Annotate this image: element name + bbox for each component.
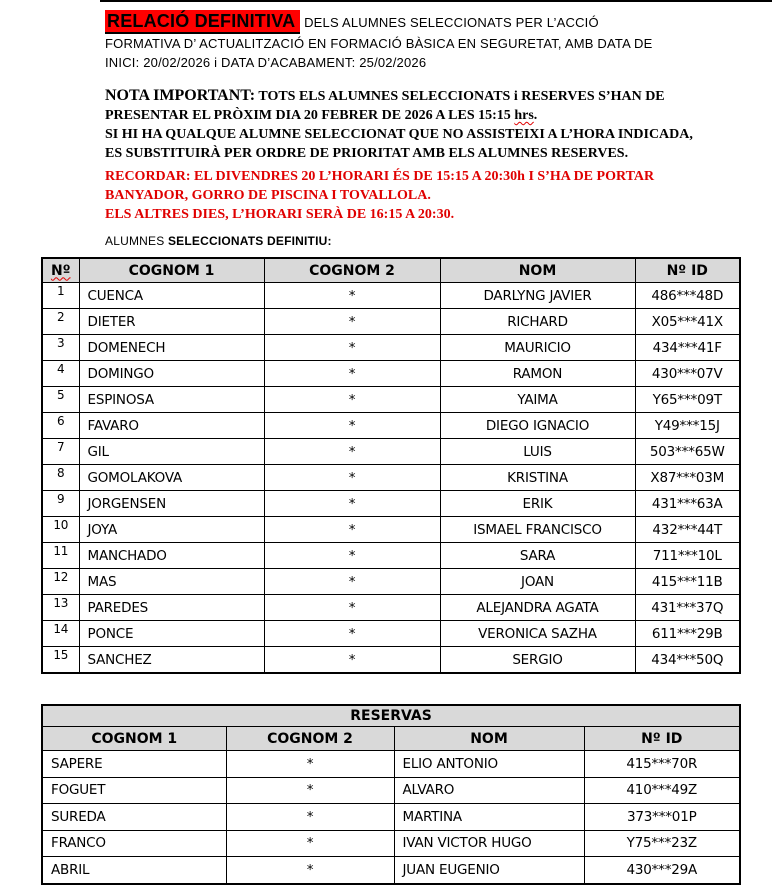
table-cell: 12 — [42, 569, 79, 595]
important-note-label: NOTA IMPORTANT: — [105, 87, 256, 104]
selected-students-label — [105, 234, 732, 248]
table-row — [42, 777, 740, 804]
table-cell: ESPINOSA — [79, 387, 264, 413]
table-cell: YAIMA — [440, 387, 635, 413]
table-row — [42, 751, 740, 778]
table-cell: * — [264, 283, 440, 309]
table-cell: JORGENSEN — [79, 491, 264, 517]
column-header: Nº ID — [584, 727, 740, 751]
table-cell: FAVARO — [79, 413, 264, 439]
table-cell: PAREDES — [79, 595, 264, 621]
table-cell: DIEGO IGNACIO — [440, 413, 635, 439]
column-header: NOM — [440, 258, 635, 283]
table-cell: 6 — [42, 413, 79, 439]
table-row — [42, 621, 740, 647]
reserves-title: RESERVAS — [42, 705, 740, 727]
table-cell: ALEJANDRA AGATA — [440, 595, 635, 621]
note-line2: PRESENTAR EL PRÒXIM DIA 20 FEBRER DE 2026 A LES 15:15 — [105, 108, 511, 123]
reserves-table — [41, 704, 741, 885]
spellcheck-word-hrs: hrs — [514, 108, 534, 123]
table-cell: * — [264, 413, 440, 439]
table-cell: * — [264, 517, 440, 543]
column-header: NOM — [394, 727, 584, 751]
table-cell: * — [226, 830, 394, 857]
reminder-note — [105, 167, 732, 224]
table-cell: * — [264, 491, 440, 517]
table-cell: SERGIO — [440, 647, 635, 674]
table-cell: 9 — [42, 491, 79, 517]
table-row — [42, 387, 740, 413]
table-cell: JOAN — [440, 569, 635, 595]
column-header: COGNOM 2 — [226, 727, 394, 751]
table-row — [42, 595, 740, 621]
table-cell: * — [264, 621, 440, 647]
table-cell: SARA — [440, 543, 635, 569]
important-note — [105, 86, 732, 163]
table-cell: 434***41F — [635, 335, 740, 361]
table-cell: 7 — [42, 439, 79, 465]
table-row — [42, 857, 740, 884]
reserves-rows — [42, 751, 740, 884]
table-row — [42, 439, 740, 465]
reserves-title-row — [42, 705, 740, 727]
note-line4: ES SUBSTITUIRÀ PER ORDRE DE PRIORITAT AMB ELS ALUMNES RESERVES. — [105, 146, 629, 161]
table-cell: 15 — [42, 647, 79, 674]
table-cell: Y49***15J — [635, 413, 740, 439]
table-cell: RAMON — [440, 361, 635, 387]
table-cell: * — [264, 569, 440, 595]
table-cell: 431***37Q — [635, 595, 740, 621]
table-row — [42, 804, 740, 831]
table-cell: * — [264, 387, 440, 413]
intro-line1: DELS ALUMNES SELECCIONATS PER L’ACCIÓ — [304, 15, 599, 30]
table-header-row — [42, 258, 740, 283]
table-row — [42, 491, 740, 517]
selected-students-rows — [42, 283, 740, 674]
table-cell: DARLYNG JAVIER — [440, 283, 635, 309]
table-cell: JUAN EUGENIO — [394, 857, 584, 884]
table-cell: ELIO ANTONIO — [394, 751, 584, 778]
table-cell: 14 — [42, 621, 79, 647]
table-cell: GIL — [79, 439, 264, 465]
table-cell: 2 — [42, 309, 79, 335]
table-cell: MARTINA — [394, 804, 584, 831]
table-cell: * — [264, 309, 440, 335]
column-header: COGNOM 1 — [42, 727, 226, 751]
table-cell: FRANCO — [42, 830, 226, 857]
table-cell: SANCHEZ — [79, 647, 264, 674]
table-cell: 431***63A — [635, 491, 740, 517]
table-cell: MAURICIO — [440, 335, 635, 361]
table-cell: * — [264, 647, 440, 674]
table-row — [42, 309, 740, 335]
table-row — [42, 517, 740, 543]
reminder-line1: RECORDAR: EL DIVENDRES 20 L’HORARI ÉS DE 15:15 A 20:30h I S’HA DE PORTAR — [105, 169, 655, 184]
document-text-block — [0, 0, 772, 248]
document-title: RELACIÓ DEFINITIVA — [105, 10, 300, 34]
table-cell: 486***48D — [635, 283, 740, 309]
table-cell: LUIS — [440, 439, 635, 465]
table-header-row — [42, 727, 740, 751]
table-cell: VERONICA SAZHA — [440, 621, 635, 647]
table-cell: * — [264, 465, 440, 491]
table-cell: X05***41X — [635, 309, 740, 335]
table-cell: SUREDA — [42, 804, 226, 831]
table-cell: * — [226, 777, 394, 804]
note-line1: TOTS ELS ALUMNES SELECCIONATS i RESERVES S’HAN DE — [258, 89, 665, 104]
table-row — [42, 465, 740, 491]
table-cell: 430***29A — [584, 857, 740, 884]
table-row — [42, 830, 740, 857]
table-cell: MAS — [79, 569, 264, 595]
intro-line3: INICI: 20/02/2026 i DATA D’ACABAMENT: 25/02/2026 — [105, 55, 427, 70]
table-cell: PONCE — [79, 621, 264, 647]
column-header: COGNOM 2 — [264, 258, 440, 283]
table-cell: * — [264, 361, 440, 387]
table-cell: DOMINGO — [79, 361, 264, 387]
table-cell: 373***01P — [584, 804, 740, 831]
table-cell: GOMOLAKOVA — [79, 465, 264, 491]
column-header: Nº — [42, 258, 79, 283]
table-cell: DOMENECH — [79, 335, 264, 361]
reminder-line3: ELS ALTRES DIES, L’HORARI SERÀ DE 16:15 A 20:30. — [105, 207, 455, 222]
table-cell: 711***10L — [635, 543, 740, 569]
selected-label-normal: ALUMNES — [105, 234, 168, 248]
table-cell: ERIK — [440, 491, 635, 517]
table-cell: 415***11B — [635, 569, 740, 595]
intro-line2: FORMATIVA D’ ACTUALITZACIÓ EN FORMACIÓ BÀSICA EN SEGURETAT, AMB DATA DE — [105, 36, 653, 51]
table-row — [42, 647, 740, 674]
selected-label-bold: SELECCIONATS DEFINITIU: — [167, 234, 332, 248]
table-cell: DIETER — [79, 309, 264, 335]
table-cell: 11 — [42, 543, 79, 569]
table-row — [42, 569, 740, 595]
table-cell: 503***65W — [635, 439, 740, 465]
table-cell: * — [226, 857, 394, 884]
table-cell: MANCHADO — [79, 543, 264, 569]
intro-paragraph — [105, 10, 732, 72]
table-cell: SAPERE — [42, 751, 226, 778]
table-cell: Y65***09T — [635, 387, 740, 413]
table-cell: 10 — [42, 517, 79, 543]
table-cell: 611***29B — [635, 621, 740, 647]
table-row — [42, 361, 740, 387]
table-cell: FOGUET — [42, 777, 226, 804]
table-cell: 8 — [42, 465, 79, 491]
table-cell: X87***03M — [635, 465, 740, 491]
top-border-line — [100, 0, 772, 2]
table-cell: * — [226, 804, 394, 831]
table-cell: 434***50Q — [635, 647, 740, 674]
table-cell: 430***07V — [635, 361, 740, 387]
table-cell: 4 — [42, 361, 79, 387]
column-header: COGNOM 1 — [79, 258, 264, 283]
table-cell: 3 — [42, 335, 79, 361]
table-cell: 13 — [42, 595, 79, 621]
table-cell: ALVARO — [394, 777, 584, 804]
table-cell: * — [264, 543, 440, 569]
table-cell: 432***44T — [635, 517, 740, 543]
table-cell: 410***49Z — [584, 777, 740, 804]
table-cell: ABRIL — [42, 857, 226, 884]
table-cell: 415***70R — [584, 751, 740, 778]
table-cell: ISMAEL FRANCISCO — [440, 517, 635, 543]
table-row — [42, 413, 740, 439]
table-row — [42, 335, 740, 361]
table-cell: JOYA — [79, 517, 264, 543]
table-cell: KRISTINA — [440, 465, 635, 491]
selected-students-table — [41, 257, 741, 674]
table-cell: Y75***23Z — [584, 830, 740, 857]
table-cell: CUENCA — [79, 283, 264, 309]
column-header: Nº ID — [635, 258, 740, 283]
table-cell: IVAN VICTOR HUGO — [394, 830, 584, 857]
table-cell: 5 — [42, 387, 79, 413]
table-cell: * — [226, 751, 394, 778]
table-cell: * — [264, 335, 440, 361]
table-row — [42, 283, 740, 309]
table-cell: * — [264, 439, 440, 465]
table-cell: RICHARD — [440, 309, 635, 335]
table-row — [42, 543, 740, 569]
table-cell: 1 — [42, 283, 79, 309]
note-line3: SI HI HA QUALQUE ALUMNE SELECCIONAT QUE NO ASSISTEIXI A L’HORA INDICADA, — [105, 127, 693, 142]
reminder-line2: BANYADOR, GORRO DE PISCINA I TOVALLOLA. — [105, 188, 431, 203]
note-period: . — [533, 108, 538, 123]
table-cell: * — [264, 595, 440, 621]
